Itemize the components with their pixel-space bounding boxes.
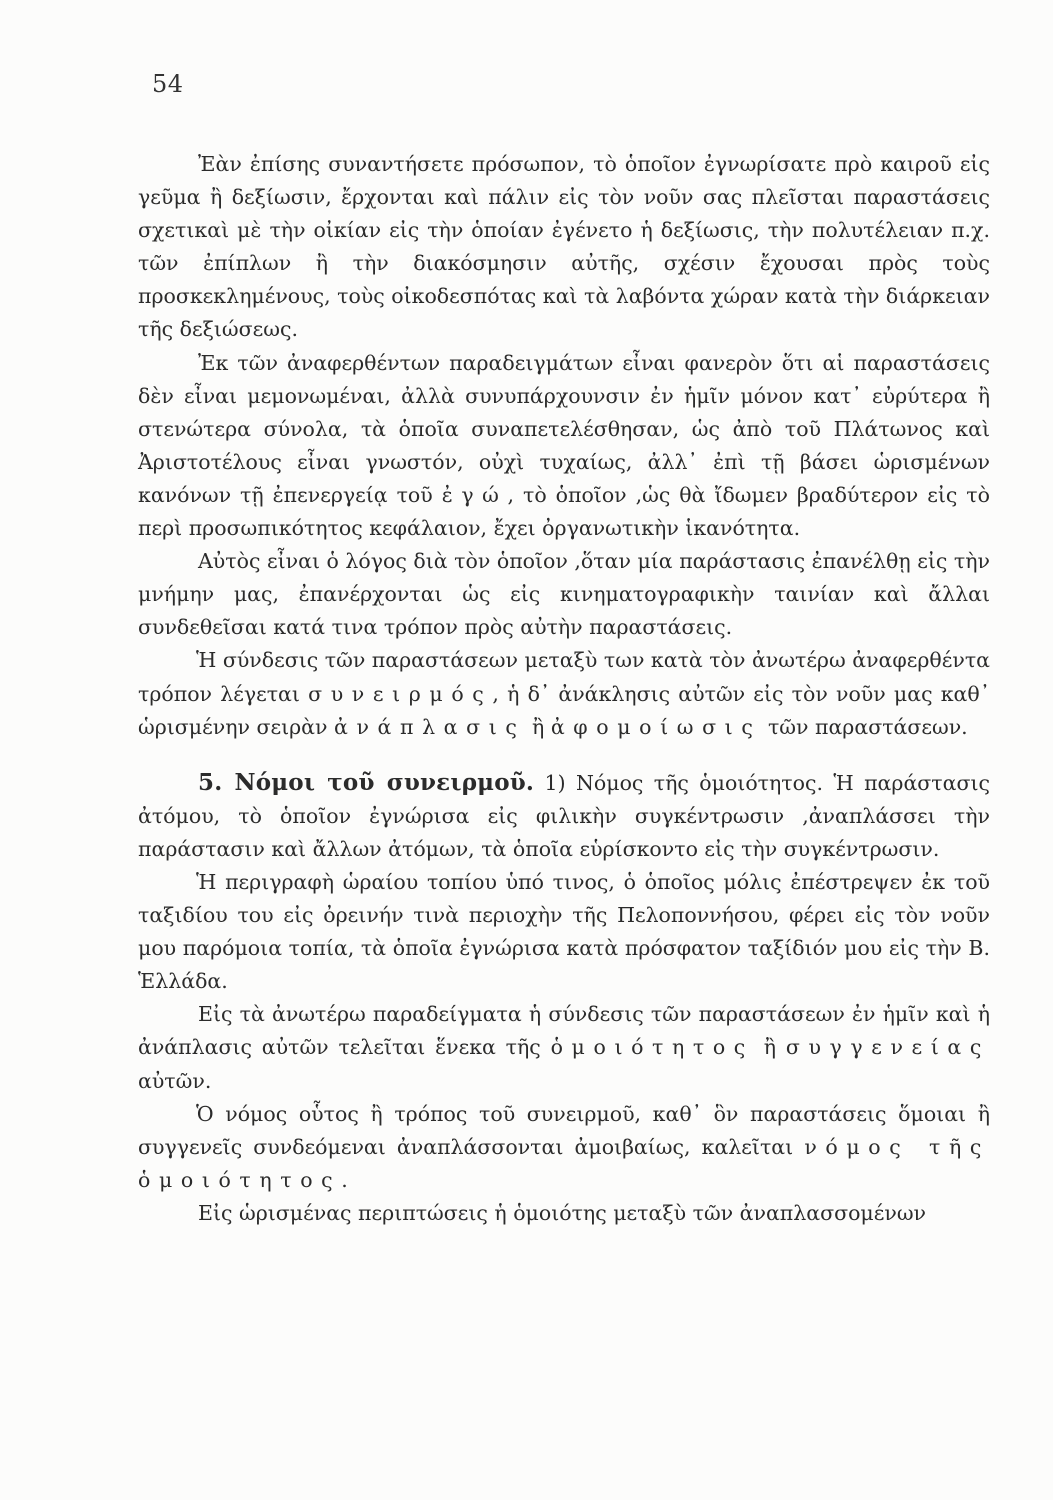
paragraph-8-text-after: . bbox=[341, 1167, 348, 1192]
paragraph-4-text-or: ἢ bbox=[532, 714, 545, 739]
section-gap bbox=[138, 744, 990, 766]
spaced-term-ego: ἐγώ bbox=[441, 482, 508, 507]
paragraph-7-text: Εἰς τὰ ἀνωτέρω παραδείγματα ἡ σύνδεσις τῶν παραστάσεων ἐν ἡμῖν καὶ ἡ ἀνάπλασις αὐτῶν τελεῖται ἕνεκα τῆς bbox=[138, 1002, 990, 1060]
paragraph-9 bbox=[138, 1197, 990, 1230]
paragraph-6 bbox=[138, 866, 990, 998]
paragraph-2-text-after: , τὸ ὁποῖον ,ὡς θὰ ἴδωμεν βραδύτερον εἰς τὸ περὶ προσωπικότητος κεφάλαιον, ἔχει ὀργανωτικὴν ἱκανότητα. bbox=[138, 482, 990, 541]
spaced-term-afomoiosis: ἀφομοίωσις bbox=[550, 714, 762, 739]
section-heading: 5. Νόμοι τοῦ συνειρμοῦ. bbox=[198, 768, 535, 796]
paragraph-4-text-mid: , ἡ δ᾽ ἀνάκλησις αὐτῶν εἰς τὸν νοῦν μας καθ᾽ ὡρισμένην σειρὰν bbox=[138, 681, 990, 739]
paragraph-1-text: Ἐὰν ἐπίσης συναντήσετε πρόσωπον, τὸ ὁποῖον ἐγνωρίσατε πρὸ καιροῦ εἰς γεῦμα ἢ δεξίωσιν, ἔρχονται καὶ πάλιν εἰς τὸν νοῦν σας πλεῖσται παραστάσεις σχετικαὶ μὲ τὴν οἰκίαν εἰς τὴν ὁποίαν ἐγένετο ἡ δεξίωσις, τὴν πολυτέλειαν π.χ. τῶν ἐπίπλων ἢ τὴν διακόσμησιν αὐτῆς, σχέσιν ἔχουσαι πρὸς τοὺς προσκεκλημένους, τοὺς οἰκοδεσπότας καὶ τὰ λαβόντα χώραν κατὰ τὴν διάρκειαν τῆς δεξιώσεως. bbox=[138, 152, 990, 342]
paragraph-8-text: Ὁ νόμος οὗτος ἢ τρόπος τοῦ συνειρμοῦ, καθ᾽ ὃν παραστάσεις ὅμοιαι ἢ συγγενεῖς συνδεόμεναι ἀναπλάσσονται ἀμοιβαίως, καλεῖται bbox=[138, 1101, 990, 1159]
paragraph-5-text: 1) Νόμος τῆς ὁμοιότητος. Ἡ παράστασις ἀτόμου, τὸ ὁποῖον ἐγνώρισα εἰς φιλικὴν συγκέντρωσιν ,ἀναπλάσσει τὴν παράστασιν καὶ ἄλλων ἀτόμων, τὰ ὁποῖα εὑρίσκοντο εἰς τὴν συγκέντρωσιν. bbox=[138, 770, 990, 861]
paragraph-6-text: Ἡ περιγραφὴ ὡραίου τοπίου ὑπό τινος, ὁ ὁποῖος μόλις ἐπέστρεψεν ἐκ τοῦ ταξιδίου του εἰς ὀρεινήν τινὰ περιοχὴν τῆς Πελοποννήσου, φέρει εἰς τὸν νοῦν μου παρόμοια τοπία, τὰ ὁποῖα ἐγνώρισα κατὰ πρόσφατον ταξίδιόν μου εἰς τὴν Β. Ἑλλάδα. bbox=[138, 869, 990, 994]
paragraph-2-text: Ἐκ τῶν ἀναφερθέντων παραδειγμάτων εἶναι φανερὸν ὅτι αἱ παραστάσεις δὲν εἶναι μεμονωμέναι, ἀλλὰ συνυπάρχουνσιν ἐν ἡμῖν μόνον κατ᾽ εὐρύτερα ἢ στενώτερα σύνολα, τὰ ὁποῖα συναπετελέσθησαν, ὡς ἀπὸ τοῦ Πλάτωνος καὶ Ἀριστοτέλους εἶναι γνωστόν, οὐχὶ τυχαίως, ἀλλ᾽ ἐπὶ τῇ βάσει ὡρισμένων κανόνων τῇ ἐπενεργείᾳ τοῦ bbox=[138, 350, 990, 507]
paragraph-3-text: Αὐτὸς εἶναι ὁ λόγος διὰ τὸν ὁποῖον ,ὅταν μία παράστασις ἐπανέλθῃ εἰς τὴν μνήμην μας, ἐπανέρχονται ὡς εἰς κινηματογραφικὴν ταινίαν καὶ ἄλλαι συνδεθεῖσαι κατά τινα τρόπον πρὸς αὐτὴν παραστάσεις. bbox=[138, 549, 990, 640]
paragraph-8 bbox=[138, 1098, 990, 1197]
paragraph-1 bbox=[138, 148, 990, 347]
paragraph-7-text-or: ἢ bbox=[763, 1035, 777, 1060]
spaced-term-syneirmos: συνειρμός bbox=[308, 681, 493, 706]
spaced-term-omoiotitos: ὁμοιότητος bbox=[550, 1035, 754, 1060]
paragraph-2 bbox=[138, 347, 990, 546]
paragraph-5 bbox=[138, 766, 990, 866]
body-text bbox=[138, 148, 990, 1230]
paragraph-3 bbox=[138, 545, 990, 644]
spaced-term-nomos-omoiotitos: νόμος τῆς ὁμοιότητος bbox=[138, 1134, 990, 1192]
spaced-term-anaplasis: ἀνάπλασις bbox=[334, 714, 526, 739]
paragraph-4-text-after: τῶν παραστάσεων. bbox=[767, 714, 968, 739]
paragraph-9-text: Εἰς ὡρισμένας περιπτώσεις ἡ ὁμοιότης μεταξὺ τῶν ἀναπλασσομένων bbox=[198, 1200, 927, 1225]
paragraph-4-text: Ἡ σύνδεσις τῶν παραστάσεων μεταξὺ των κατὰ τὸν ἀνωτέρω ἀναφερθέντα τρόπον λέγεται bbox=[138, 648, 991, 706]
paragraph-7-text-after: αὐτῶν. bbox=[138, 1068, 212, 1093]
spaced-term-syngeneias: συγγενείας bbox=[785, 1035, 990, 1060]
paragraph-7 bbox=[138, 998, 990, 1097]
page-number: 54 bbox=[152, 70, 184, 98]
paragraph-4 bbox=[138, 644, 990, 743]
